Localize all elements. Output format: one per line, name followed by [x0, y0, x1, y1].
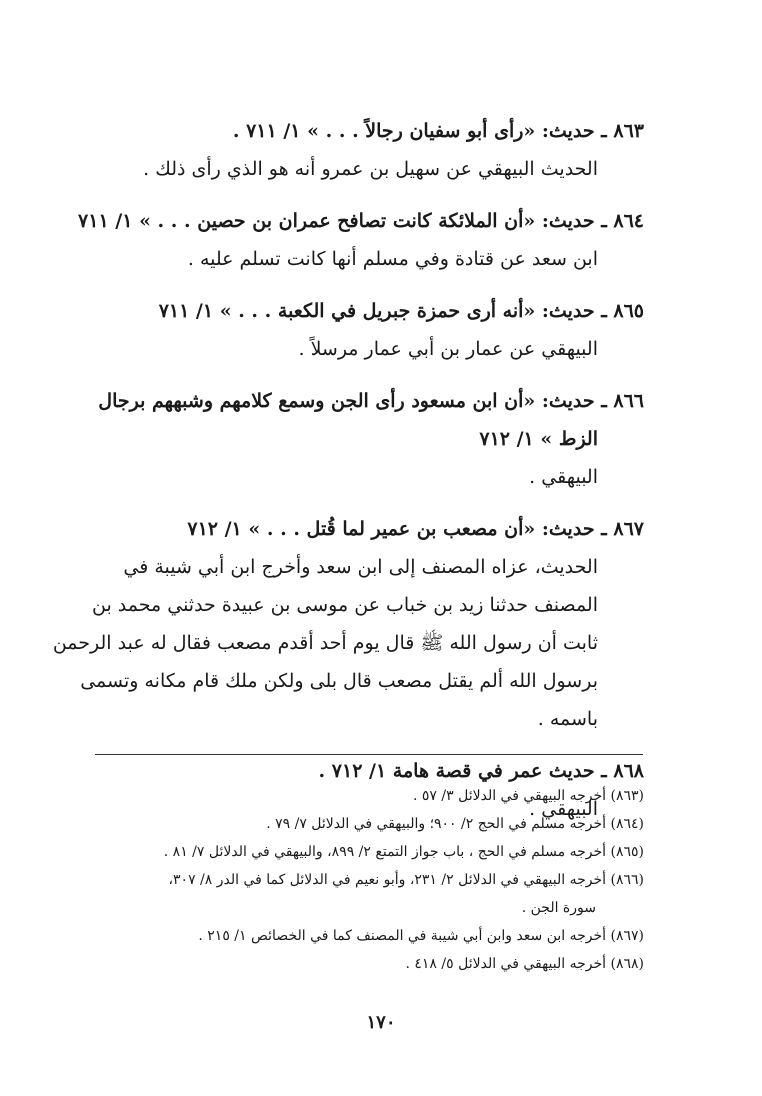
entry-body-line: برسول الله ألم يقتل مصعب قال بلى ولكن ملك قام مكانه وتسمى — [80, 670, 598, 692]
entry-863 — [114, 112, 644, 188]
entry-864 — [78, 202, 644, 278]
entry-body-line: باسمه . — [537, 708, 598, 730]
entry-heading: ٨٦٣ ـ حديث: «رأى أبو سفيان رجالاً . . . » ١/ ٧١١ . — [232, 120, 644, 142]
entry-866 — [98, 382, 644, 496]
entry-heading: ٨٦٤ ـ حديث: «أن الملائكة كانت تصافح عمران بن حصين . . . » ١/ ٧١١ — [78, 210, 644, 232]
entry-heading-continuation: الزط » ١/ ٧١٢ — [479, 428, 598, 450]
entry-body-line: ابن سعد عن قتادة وفي مسلم أنها كانت تسلم عليه . — [187, 248, 598, 270]
entry-heading: ٨٦٥ ـ حديث: «أنه أرى حمزة جبريل في الكعبة . . . » ١/ ٧١١ — [158, 300, 644, 322]
entry-body-line: الحديث، عزاه المصنف إلى ابن سعد وأخرج ابن أبي شيبة في — [123, 556, 598, 578]
footnote: (٨٦٣) أخرجه البيهقي في الدلائل ٣/ ٥٧ . — [413, 788, 644, 804]
footnote-divider — [95, 754, 643, 755]
footnote: (٨٦٧) أخرجه ابن سعد وابن أبي شيبة في المصنف كما في الخصائص ١/ ٢١٥ . — [198, 928, 644, 944]
entry-865 — [114, 292, 644, 368]
entry-body-line: ثابت أن رسول الله ﷺ قال يوم أحد أقدم مصعب فقال له عبد الرحمن — [52, 632, 598, 654]
entry-body-line: الحديث البيهقي عن سهيل بن عمرو أنه هو الذي رأى ذلك . — [143, 158, 598, 180]
entry-body-line: المصنف حدثنا زيد بن خباب عن موسى بن عبيدة حدثني محمد بن — [92, 594, 598, 616]
footnote: (٨٦٦) أخرجه البيهقي في الدلائل ٢/ ٢٣١، وأبو نعيم في الدلائل كما في الدر ٨/ ٣٠٧، — [168, 872, 644, 888]
footnote: (٨٦٥) أخرجه مسلم في الحج ، باب جواز التمتع ٢/ ٨٩٩، والبيهقي في الدلائل ٧/ ٨١ . — [163, 844, 644, 860]
entry-867 — [52, 510, 644, 738]
footnote: (٨٦٤) أخرجه مسلم في الحج ٢/ ٩٠٠؛ والبيهقي في الدلائل ٧/ ٧٩ . — [266, 816, 644, 832]
entry-heading: ٨٦٦ ـ حديث: «أن ابن مسعود رأى الجن وسمع كلامهم وشبههم برجال — [98, 390, 644, 412]
footnote: (٨٦٨) أخرجه البيهقي في الدلائل ٥/ ٤١٨ . — [405, 956, 644, 972]
footnote-continuation: سورة الجن . — [521, 900, 596, 916]
footnotes — [84, 782, 644, 978]
main-text — [52, 112, 644, 842]
entry-heading: ٨٦٨ ـ حديث عمر في قصة هامة ١/ ٧١٢ . — [318, 760, 644, 782]
entry-body-line: البيهقي . — [529, 798, 598, 820]
entry-heading: ٨٦٧ ـ حديث: «أن مصعب بن عمير لما قُتل . . . » ١/ ٧١٢ — [187, 518, 644, 540]
page-number: ١٧٠ — [366, 1012, 396, 1033]
entry-body-line: البيهقي عن عمار بن أبي عمار مرسلاً . — [298, 338, 598, 360]
entry-body-line: البيهقي . — [529, 466, 598, 488]
